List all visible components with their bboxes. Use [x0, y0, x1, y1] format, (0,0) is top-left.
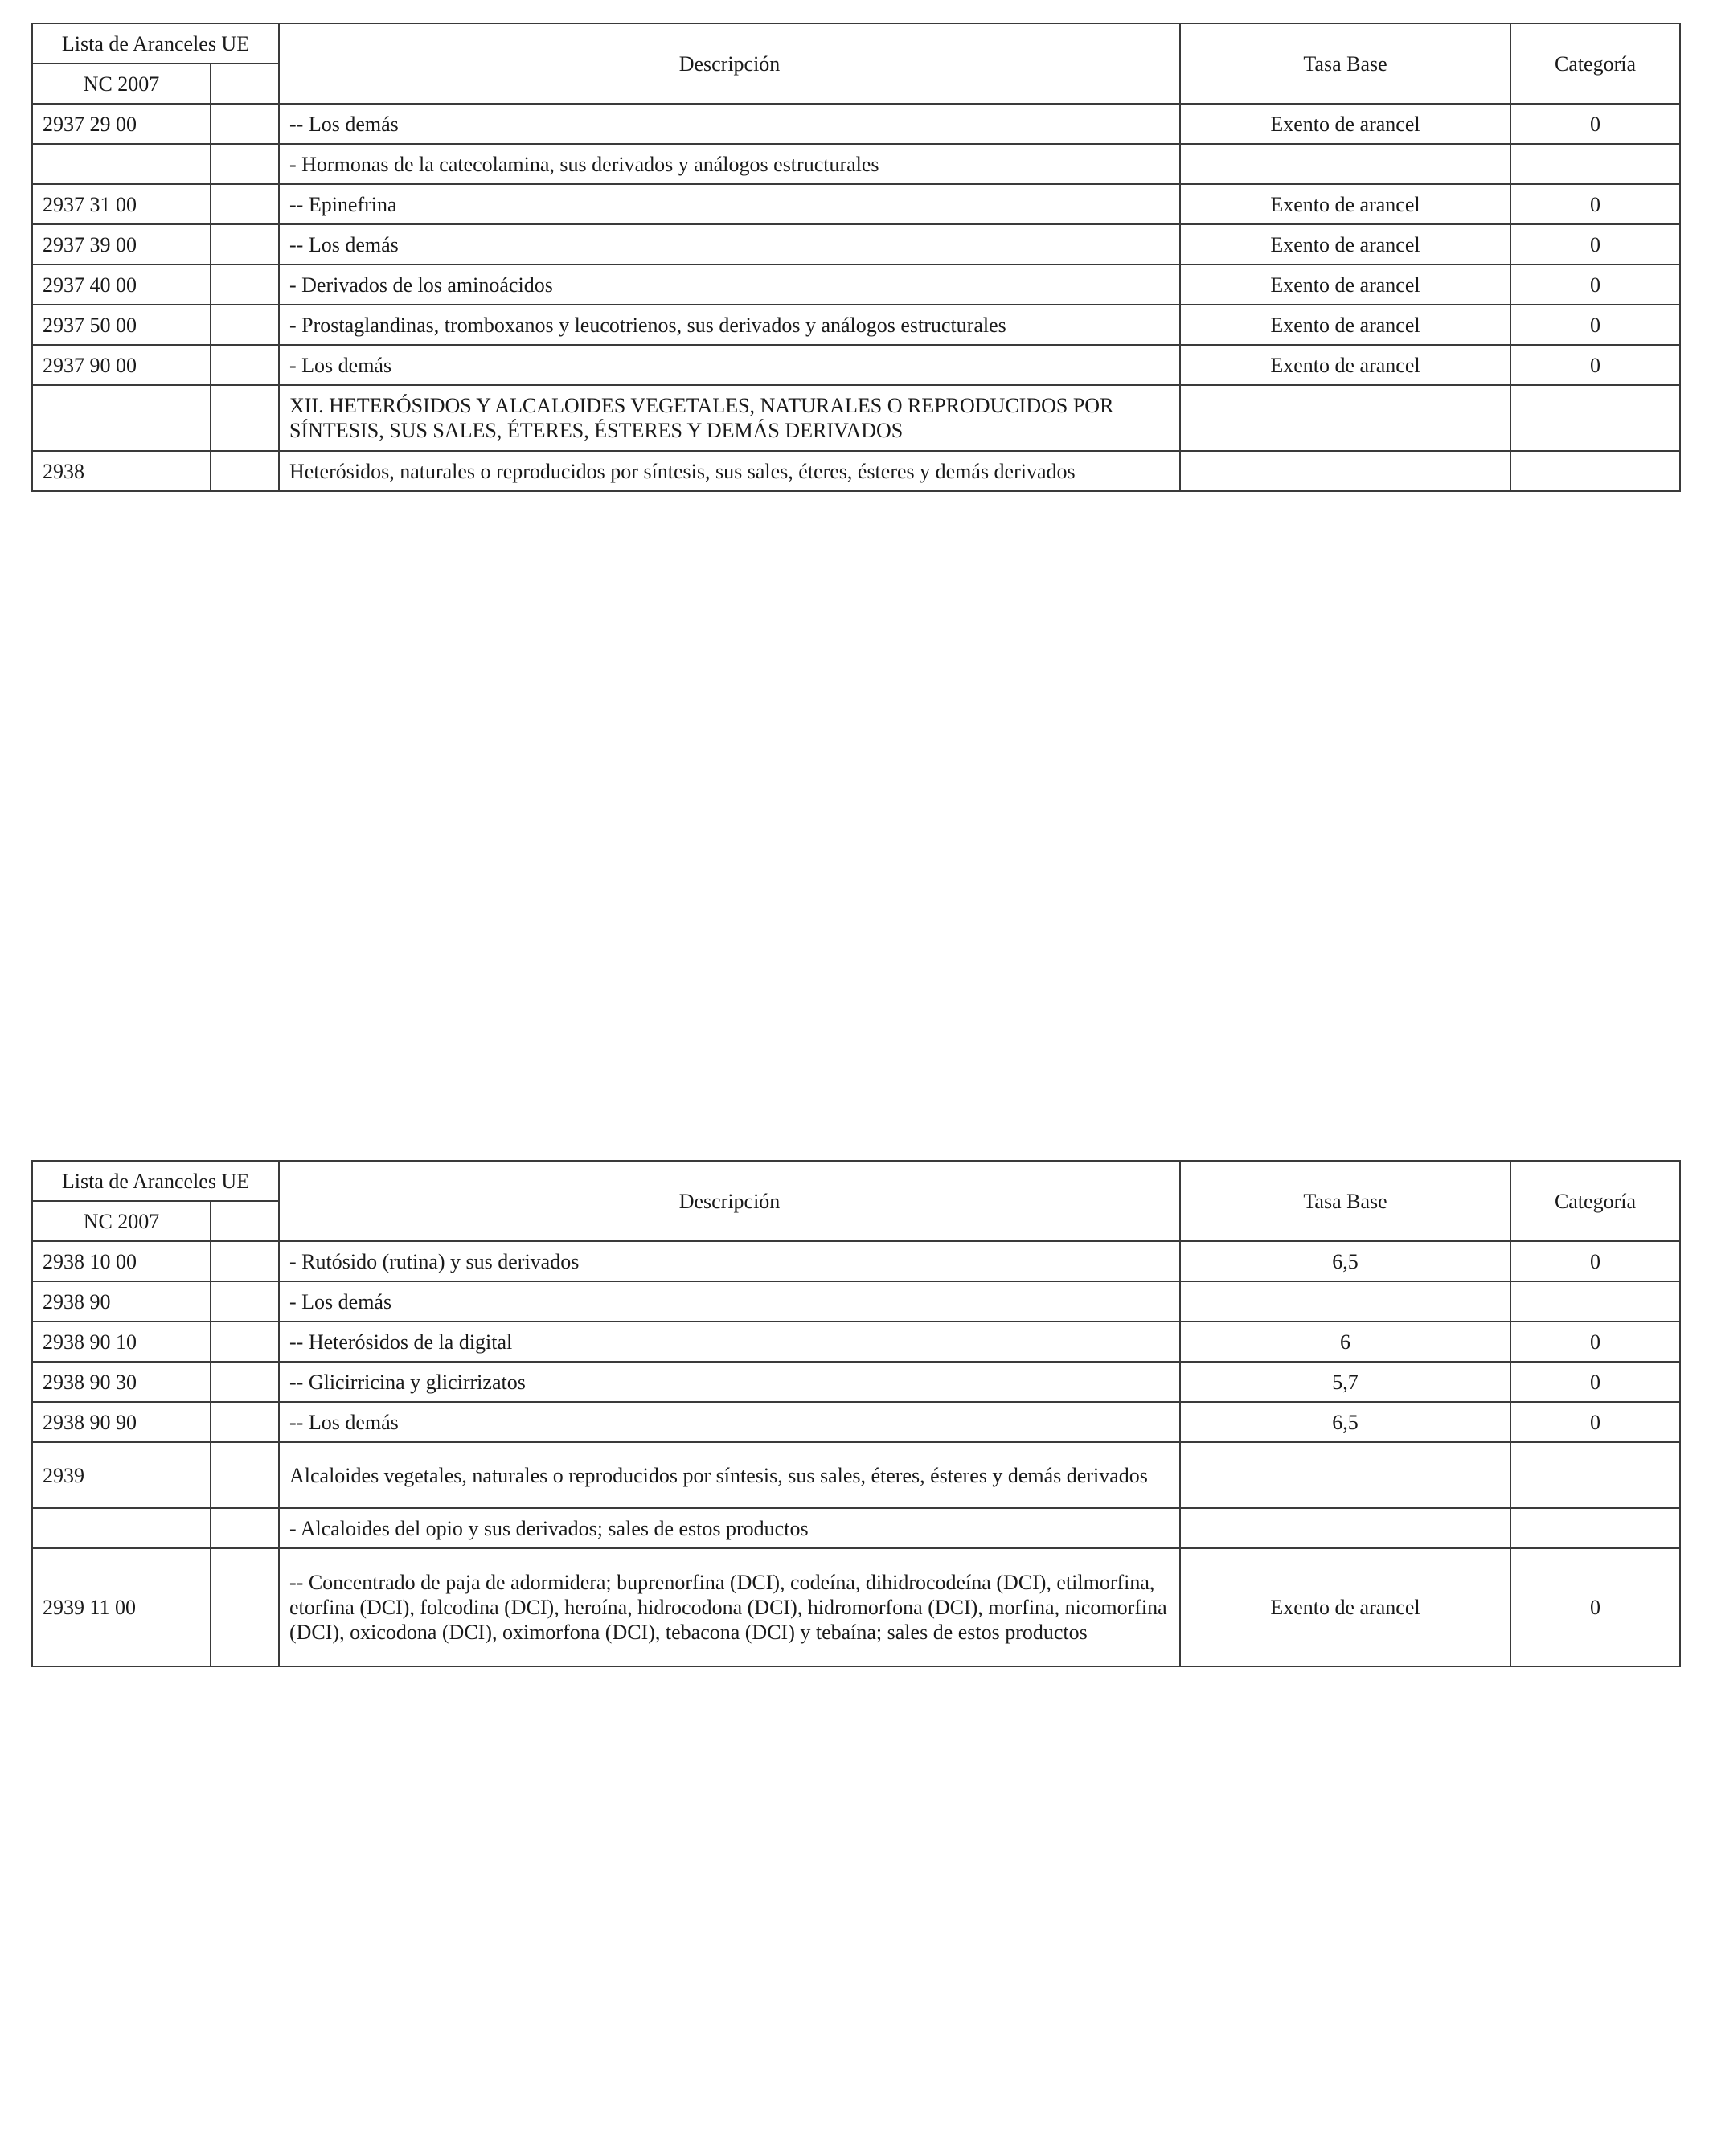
- base-rate-cell: 6,5: [1180, 1241, 1510, 1281]
- sub-cell: [211, 1442, 279, 1508]
- sub-cell: [211, 264, 279, 305]
- header-sub-blank: [211, 1201, 279, 1241]
- table-row: [32, 1548, 1680, 1666]
- description-cell: -- Epinefrina: [279, 184, 1180, 224]
- cn-code: 2937 90 00: [32, 345, 211, 385]
- category-cell: 0: [1510, 1322, 1680, 1362]
- cn-code: 2939 11 00: [32, 1548, 211, 1666]
- header-description: Descripción: [279, 1161, 1180, 1241]
- table-row: [32, 184, 1680, 224]
- table-row: [32, 305, 1680, 345]
- header-list-label: Lista de Aranceles UE: [32, 1161, 279, 1201]
- description-cell: - Hormonas de la catecolamina, sus derivados y análogos estructurales: [279, 144, 1180, 184]
- cn-code: 2938 10 00: [32, 1241, 211, 1281]
- description-cell: -- Los demás: [279, 104, 1180, 144]
- base-rate-cell: 6: [1180, 1322, 1510, 1362]
- category-cell: [1510, 144, 1680, 184]
- header-nc-label: NC 2007: [32, 64, 211, 104]
- cn-code: [32, 385, 211, 451]
- base-rate-cell: 5,7: [1180, 1362, 1510, 1402]
- table-row: [32, 1362, 1680, 1402]
- description-cell: - Derivados de los aminoácidos: [279, 264, 1180, 305]
- category-cell: 0: [1510, 1362, 1680, 1402]
- table-row: [32, 1508, 1680, 1548]
- cn-code: [32, 1508, 211, 1548]
- base-rate-cell: Exento de arancel: [1180, 305, 1510, 345]
- header-nc-label: NC 2007: [32, 1201, 211, 1241]
- description-cell: -- Concentrado de paja de adormidera; buprenorfina (DCI), codeína, dihidrocodeína (DCI), etilmorfina, etorfina (DCI), folcodina (DCI), heroína, hidrocodona (DCI), hidromorfona (DCI), morfina, nicomorfina (DCI), oxicodona (DCI), oximorfona (DCI), tebacona (DCI) y tebaína; sales de estos productos: [279, 1548, 1180, 1666]
- category-cell: 0: [1510, 264, 1680, 305]
- header-category: Categoría: [1510, 1161, 1680, 1241]
- header-category: Categoría: [1510, 23, 1680, 104]
- base-rate-cell: [1180, 1508, 1510, 1548]
- category-cell: [1510, 451, 1680, 491]
- table-row: [32, 104, 1680, 144]
- table-row: [32, 1281, 1680, 1322]
- sub-cell: [211, 1362, 279, 1402]
- sub-cell: [211, 224, 279, 264]
- cn-code: 2938 90 90: [32, 1402, 211, 1442]
- sub-cell: [211, 451, 279, 491]
- cn-code: [32, 144, 211, 184]
- cn-code: 2937 50 00: [32, 305, 211, 345]
- table-row: [32, 1241, 1680, 1281]
- description-cell: Heterósidos, naturales o reproducidos por síntesis, sus sales, éteres, ésteres y demás derivados: [279, 451, 1180, 491]
- description-cell: -- Los demás: [279, 224, 1180, 264]
- category-cell: 0: [1510, 345, 1680, 385]
- description-cell: - Alcaloides del opio y sus derivados; sales de estos productos: [279, 1508, 1180, 1548]
- category-cell: 0: [1510, 1241, 1680, 1281]
- base-rate-cell: [1180, 385, 1510, 451]
- description-cell: -- Glicirricina y glicirrizatos: [279, 1362, 1180, 1402]
- category-cell: 0: [1510, 184, 1680, 224]
- sub-cell: [211, 1508, 279, 1548]
- category-cell: 0: [1510, 104, 1680, 144]
- description-cell: -- Los demás: [279, 1402, 1180, 1442]
- base-rate-cell: Exento de arancel: [1180, 184, 1510, 224]
- base-rate-cell: Exento de arancel: [1180, 104, 1510, 144]
- sub-cell: [211, 1322, 279, 1362]
- description-cell: - Los demás: [279, 345, 1180, 385]
- sub-cell: [211, 1281, 279, 1322]
- sub-cell: [211, 1241, 279, 1281]
- category-cell: 0: [1510, 224, 1680, 264]
- section-heading-cell: XII. HETERÓSIDOS Y ALCALOIDES VEGETALES, NATURALES O REPRODUCIDOS POR SÍNTESIS, SUS SALES, ÉTERES, ÉSTERES Y DEMÁS DERIVADOS: [279, 385, 1180, 451]
- category-cell: [1510, 1508, 1680, 1548]
- sub-cell: [211, 144, 279, 184]
- description-cell: - Los demás: [279, 1281, 1180, 1322]
- base-rate-cell: 6,5: [1180, 1402, 1510, 1442]
- cn-code: 2938 90 10: [32, 1322, 211, 1362]
- tariff-table-1: [31, 23, 1681, 492]
- base-rate-cell: [1180, 1281, 1510, 1322]
- base-rate-cell: [1180, 144, 1510, 184]
- base-rate-cell: [1180, 1442, 1510, 1508]
- category-cell: 0: [1510, 1402, 1680, 1442]
- sub-cell: [211, 345, 279, 385]
- description-cell: Alcaloides vegetales, naturales o reproducidos por síntesis, sus sales, éteres, ésteres y demás derivados: [279, 1442, 1180, 1508]
- description-cell: - Prostaglandinas, tromboxanos y leucotrienos, sus derivados y análogos estructurales: [279, 305, 1180, 345]
- base-rate-cell: Exento de arancel: [1180, 345, 1510, 385]
- sub-cell: [211, 385, 279, 451]
- table-row: [32, 345, 1680, 385]
- header-sub-blank: [211, 64, 279, 104]
- table-row: [32, 224, 1680, 264]
- sub-cell: [211, 1402, 279, 1442]
- base-rate-cell: Exento de arancel: [1180, 264, 1510, 305]
- sub-cell: [211, 184, 279, 224]
- tariff-table-2: [31, 1160, 1681, 1667]
- header-list-label: Lista de Aranceles UE: [32, 23, 279, 64]
- cn-code: 2937 31 00: [32, 184, 211, 224]
- category-cell: [1510, 1281, 1680, 1322]
- header-rate: Tasa Base: [1180, 23, 1510, 104]
- category-cell: [1510, 385, 1680, 451]
- sub-cell: [211, 104, 279, 144]
- table-row: [32, 1442, 1680, 1508]
- base-rate-cell: Exento de arancel: [1180, 1548, 1510, 1666]
- cn-code: 2938 90: [32, 1281, 211, 1322]
- table-row: [32, 144, 1680, 184]
- table-row: [32, 451, 1680, 491]
- cn-code: 2938: [32, 451, 211, 491]
- cn-code: 2938 90 30: [32, 1362, 211, 1402]
- table-row: [32, 385, 1680, 451]
- header-rate: Tasa Base: [1180, 1161, 1510, 1241]
- header-description: Descripción: [279, 23, 1180, 104]
- sub-cell: [211, 305, 279, 345]
- cn-code: 2937 39 00: [32, 224, 211, 264]
- category-cell: 0: [1510, 1548, 1680, 1666]
- cn-code: 2937 29 00: [32, 104, 211, 144]
- base-rate-cell: Exento de arancel: [1180, 224, 1510, 264]
- category-cell: 0: [1510, 305, 1680, 345]
- description-cell: -- Heterósidos de la digital: [279, 1322, 1180, 1362]
- cn-code: 2939: [32, 1442, 211, 1508]
- sub-cell: [211, 1548, 279, 1666]
- table-row: [32, 1322, 1680, 1362]
- cn-code: 2937 40 00: [32, 264, 211, 305]
- table-row: [32, 1402, 1680, 1442]
- base-rate-cell: [1180, 451, 1510, 491]
- table-row: [32, 264, 1680, 305]
- category-cell: [1510, 1442, 1680, 1508]
- description-cell: - Rutósido (rutina) y sus derivados: [279, 1241, 1180, 1281]
